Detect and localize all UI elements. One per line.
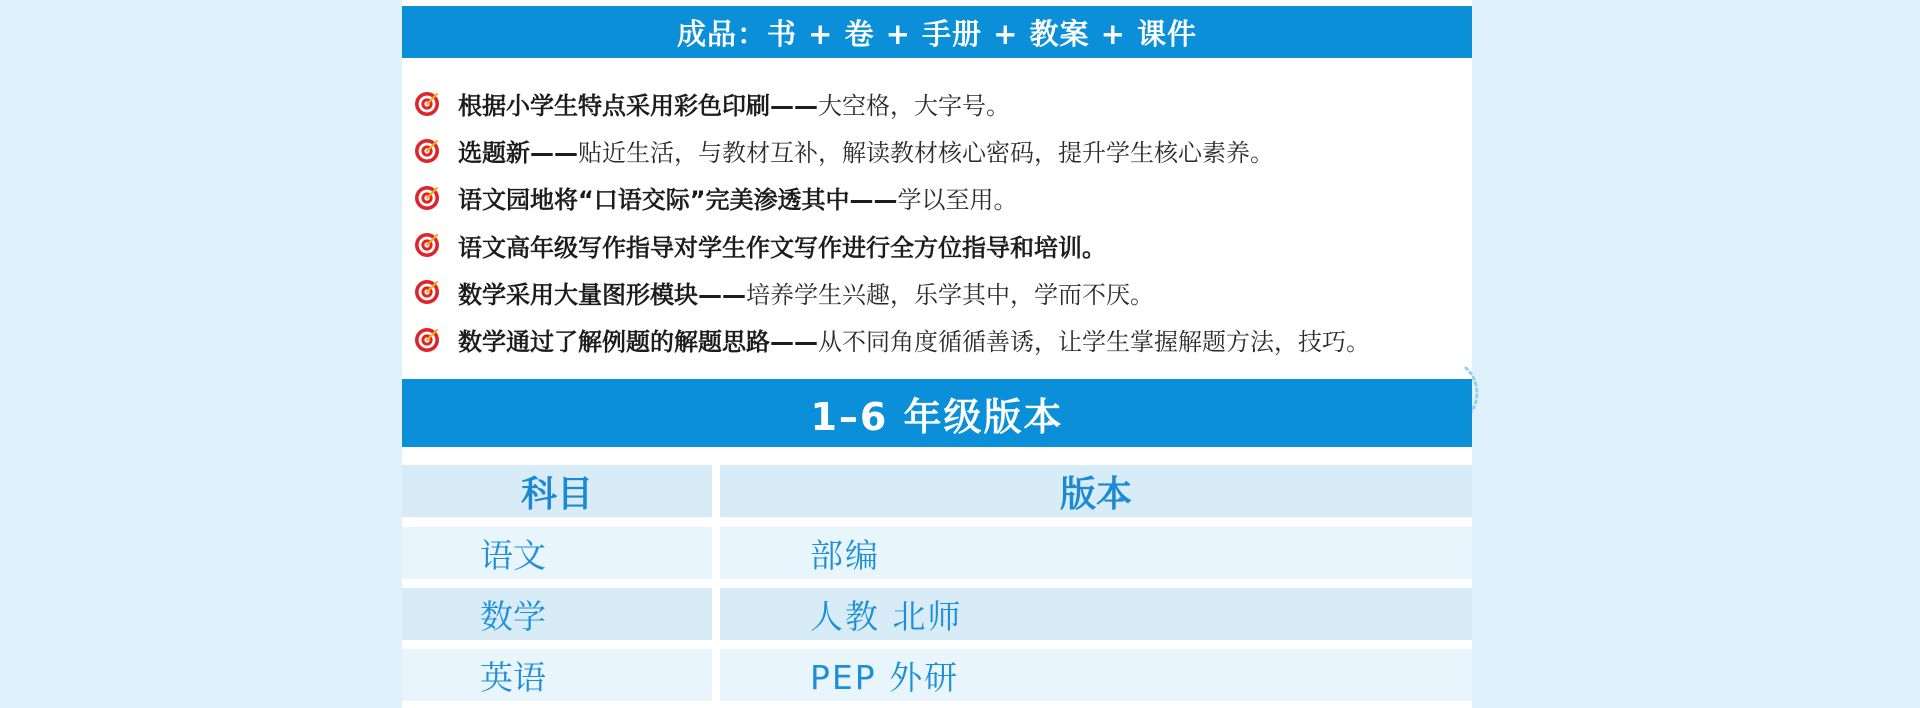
feature-bold-text: 语文园地将“口语交际”完美渗透其中——: [458, 186, 898, 215]
table-cell-version: 人教 北师: [720, 588, 1472, 640]
table-cell-subject: 英语: [402, 649, 712, 701]
table-header-version: 版本: [720, 465, 1472, 517]
target-icon: [414, 232, 440, 258]
feature-item: [414, 127, 1474, 174]
feature-text: 从不同角度循循善诱，让学生掌握解题方法，技巧。: [818, 328, 1370, 357]
feature-bold-text: 选题新——: [458, 139, 578, 168]
product-header-title: 成品：书 + 卷 + 手册 + 教案 + 课件: [677, 16, 1197, 51]
table-cell-version: PEP 外研: [720, 649, 1472, 701]
feature-item: [414, 269, 1474, 316]
product-header: [402, 6, 1472, 58]
version-table: [402, 447, 1472, 708]
feature-item: [414, 174, 1474, 221]
feature-bold-text: 语文高年级写作指导对学生作文写作进行全方位指导和培训。: [458, 233, 1106, 262]
feature-bold-text: 数学通过了解例题的解题思路——: [458, 328, 818, 357]
feature-item: [414, 80, 1474, 127]
target-icon: [414, 138, 440, 164]
target-icon: [414, 327, 440, 353]
target-icon: [414, 91, 440, 117]
target-icon: [414, 279, 440, 305]
feature-bold-text: 根据小学生特点采用彩色印刷——: [458, 92, 818, 121]
feature-bold-text: 数学采用大量图形模块——: [458, 280, 746, 309]
feature-text: 培养学生兴趣，乐学其中，学而不厌。: [746, 280, 1154, 309]
target-icon: [414, 185, 440, 211]
feature-text: 贴近生活，与教材互补，解读教材核心密码，提升学生核心素养。: [578, 139, 1274, 168]
feature-text: 大空格，大字号。: [818, 92, 1010, 121]
version-section-title: 1–6 年级版本: [810, 394, 1064, 439]
table-cell-subject: 数学: [402, 588, 712, 640]
table-cell-subject: 语文: [402, 527, 712, 579]
feature-text: 学以至用。: [897, 186, 1018, 215]
feature-item: [414, 222, 1474, 269]
table-cell-version: 部编: [720, 527, 1472, 579]
version-section-header: [402, 379, 1472, 447]
feature-list: [414, 80, 1474, 363]
feature-item: [414, 316, 1474, 363]
table-header-subject: 科目: [402, 465, 712, 517]
